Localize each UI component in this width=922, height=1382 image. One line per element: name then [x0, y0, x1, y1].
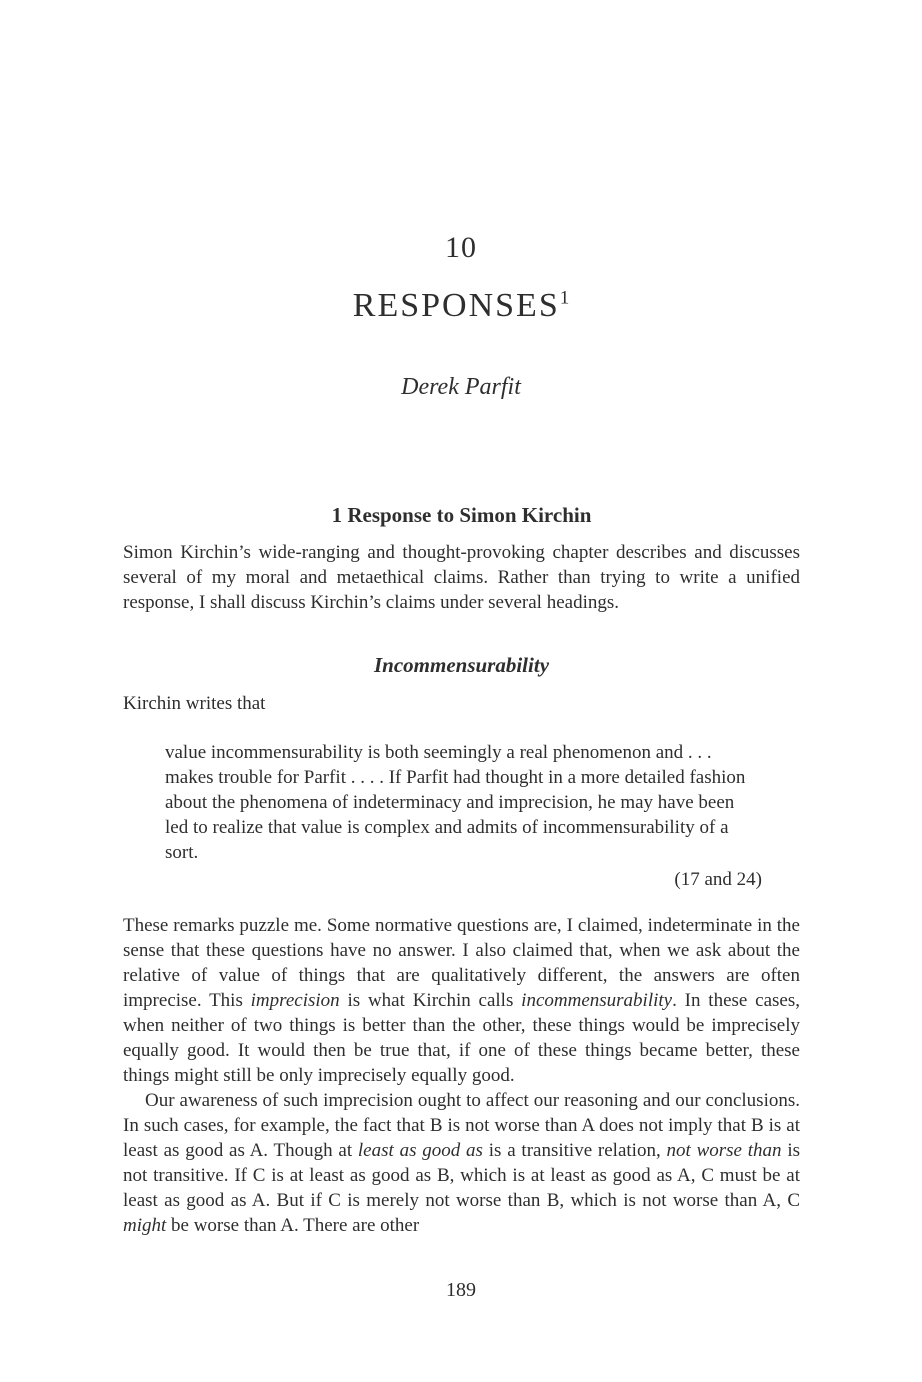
section-heading: 1 Response to Simon Kirchin [331, 503, 592, 527]
text-column [123, 0, 800, 1382]
chapter-title-text: RESPONSES [352, 287, 560, 324]
body-paragraph: These remarks puzzle me. Some normative questions are, I claimed, indeterminate in the sense that these questions have no answer. I also claimed that, when we ask about the relative of value of things that are qualitatively different, the answers are often imprecise. This imprecision is what Kirchin calls incommensurability. In these cases, when neither of two things is better than the other, these things would be imprecisely equally good. It would then be true that, if one of these things became better, these things might still be only imprecisely equally good. [123, 915, 800, 1086]
block-quote [165, 740, 762, 892]
page-number: 189 [446, 1279, 476, 1301]
quote-citation: (17 and 24) [674, 869, 762, 890]
body-paragraphs [123, 913, 800, 1238]
quote-lead-in: Kirchin writes that [123, 693, 266, 714]
chapter-number: 10 [445, 231, 477, 264]
chapter-title-footnote-marker: 1 [559, 287, 570, 309]
block-quote-text: value incommensurability is both seemingly a real phenomenon and . . . makes trouble for Parfit . . . . If Parfit had thought in a more detailed fashion about the phenomena of indeterminacy and imprecision, he may have been led to realize that value is complex and admits of incommensurability of a sort. [165, 742, 746, 863]
body-paragraph: Our awareness of such imprecision ought to affect our reasoning and our conclusions. In such cases, for example, the fact that B is not worse than A does not imply that B is at least as good as A. Though at least as good as is a transitive relation, not worse than is not transitive. If C is at least as good as B, which is at least as good as A, C must be at least as good as A. But if C is merely not worse than B, which is not worse than A, C might be worse than A. There are other [123, 1090, 800, 1236]
subsection-heading: Incommensurability [373, 653, 550, 677]
intro-paragraph: Simon Kirchin’s wide-ranging and thought-provoking chapter describes and discusses several of my moral and metaethical claims. Rather than trying to write a unified response, I shall discuss Kirchin’s claims under several headings. [123, 542, 800, 613]
author-name: Derek Parfit [401, 374, 521, 400]
